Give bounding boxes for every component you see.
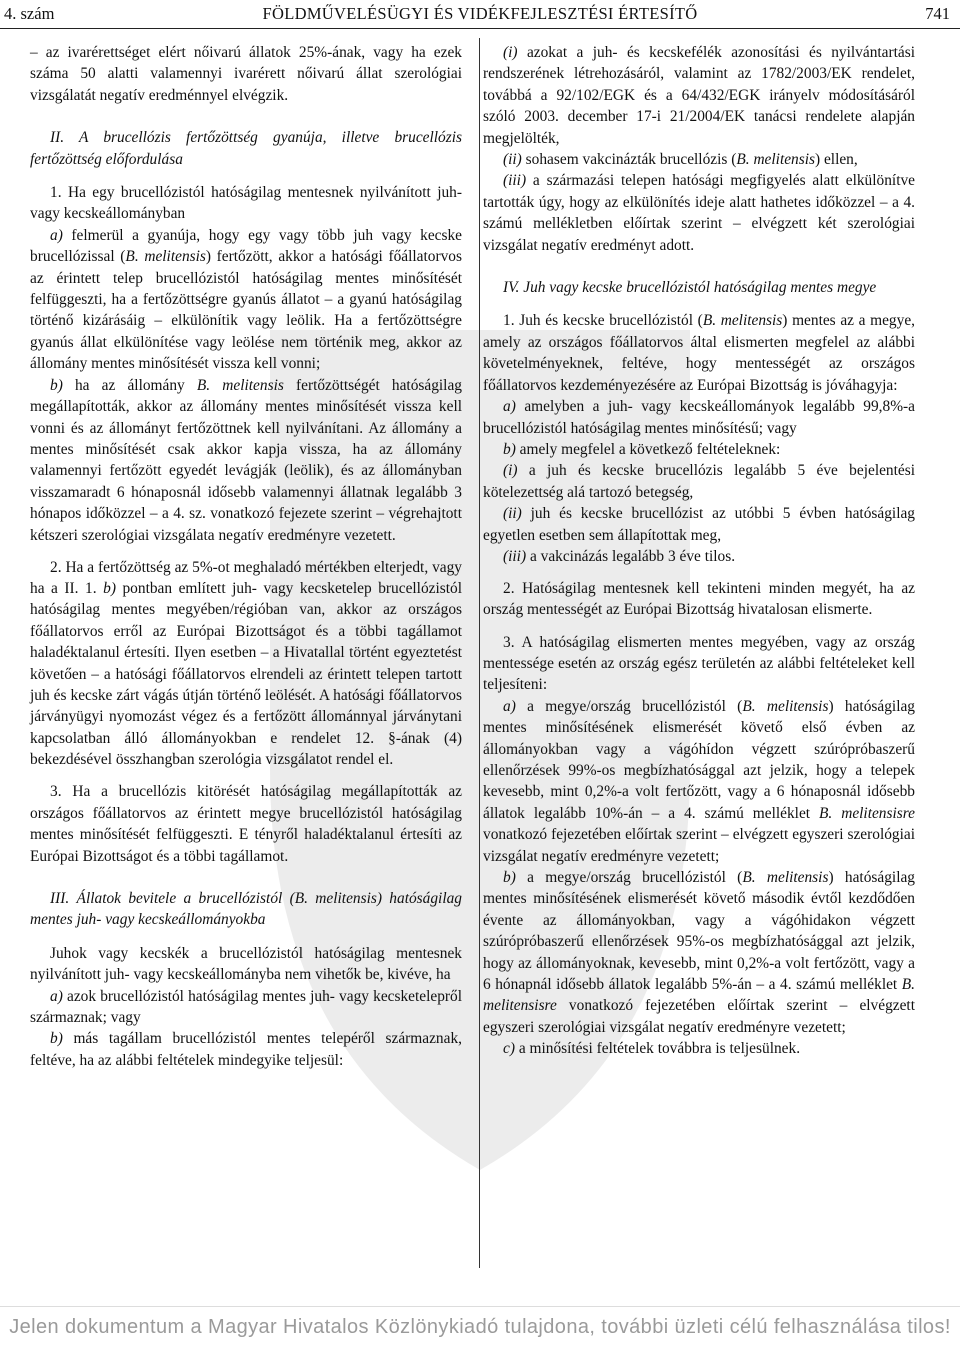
species-name: B. melitensis: [125, 248, 206, 266]
paragraph-3-a: a) azok brucellózistól hatóságilag mentes juh- vagy kecsketelepről származnak; vagy: [30, 987, 462, 1027]
item-label: b): [50, 376, 63, 394]
item-label: (ii): [503, 151, 522, 169]
species-name: B. melitensisre: [819, 804, 916, 822]
item-label: a): [503, 398, 516, 416]
page-header: [0, 0, 960, 30]
paragraph-2-3: 3. Ha a brucellózis kitörését hatóságilag megállapították az országos főállatorvos az érintett megye brucellózistól hatóságilag mentes minősítését felfüggeszti. E tényről haladéktalanul értesíti az Európai Bizottságot és a többi tagállamot.: [30, 783, 462, 865]
section-heading-4: IV. Juh vagy kecske brucellózistól hatóságilag mentes megye: [503, 279, 877, 297]
item-label: b): [503, 869, 516, 886]
paragraph-4-1-b: b) amely megfelel a következő feltételeknek:: [503, 440, 781, 458]
paragraph-4-2: 2. Hatóságilag mentesnek kell tekinteni minden megyét, ha az ország mentességét az Európai Bizottság hivatalosan elismerte.: [483, 580, 915, 619]
left-column: [30, 42, 462, 1071]
paragraph-3-b-i: (i) azokat a juh- és kecskefélék azonosítási és nyilvántartási rendszerének létrehozásáról, valamint az 1782/2003/EK rendelet, továbbá a 92/102/EGK és a 64/432/EGK irányelv módosításáról szóló 2003. december 17-i 21/2004/EK tanácsi rendelete alapján megjelölték,: [483, 44, 915, 147]
right-column: [483, 42, 915, 1060]
species-name: B. melitensis: [736, 151, 815, 169]
item-reference: b): [103, 580, 116, 598]
paragraph-intro: – az ivarérettséget elért nőivarú állatok 25%-ának, vagy ha ezek száma 50 alatti valamennyi ivarérett nőivarú állat szerológiai vizsgálatát negatív eredménnyel elvégzik.: [30, 44, 462, 104]
item-label: (i): [503, 44, 518, 61]
paragraph-4-3: 3. A hatóságilag elismerten mentes megyében, vagy az ország mentessége esetén az ország egész területén az alábbi feltételeket kell teljesíteni:: [483, 633, 915, 694]
paragraph-4-1-b-ii: (ii) juh és kecske brucellózist az utóbbi 5 évben hatóságilag egyetlen esetben sem állapítottak meg,: [483, 505, 915, 544]
issue-number: 4. szám: [4, 4, 55, 23]
species-name: B. melitensisre: [483, 976, 915, 1015]
item-label: c): [503, 1040, 515, 1058]
paragraph-3-b: b) más tagállam brucellózistól mentes telepéről származnak, feltéve, ha az alábbi feltételek mindegyike teljesül:: [30, 1030, 462, 1069]
species-name: B. melitensis: [742, 869, 829, 886]
footer-rule: [0, 1306, 960, 1307]
species-name: B. melitensis: [742, 697, 829, 715]
paragraph-3-b-iii: (iii) a származási telepen hatósági megfigyelés alatt elkülönítve tartották úgy, hogy az elkülönítés ideje alatt hathetes időközzel – a 4. számú mellékletben előírtak szerint – elvégzett két szerológiai vizsgálat negatív eredményt adott.: [483, 172, 915, 254]
column-divider: [479, 38, 480, 1268]
paragraph-2-1-b: b) ha az állomány B. melitensis fertőzöttségét hatóságilag megállapították, akkor az állomány mentes minősítését vissza kell vonni és az állományt fertőzöttnek kell nyilvánítani. Az állomány a mentes minősítését csak akkor kapja vissza, ha az állomány valamennyi fertőzött egyedét levágják (leölik), és az állományban visszamaradt 6 hónaposnál idősebb valamennyi állatnak legalább 3 hónapos időközzel – a 4. sz. vonatkozó fejezete szerint – végrehajtott kétszeri szerológiai vizsgálata negatív eredményre vezetett.: [30, 376, 462, 544]
paragraph-3-b-ii: (ii) sohasem vakcinázták brucellózis (B. melitensis) ellen,: [503, 151, 858, 169]
header-rule: [0, 28, 960, 29]
paragraph-4-1-b-iii: (iii) a vakcinázás legalább 3 éve tilos.: [503, 547, 736, 565]
item-label: (i): [503, 462, 518, 480]
copyright-notice: Jelen dokumentum a Magyar Hivatalos Közlönykiadó tulajdona, további üzleti célú felhasználása tilos!: [9, 1316, 951, 1338]
paragraph-3-intro: Juhok vagy kecskék a brucellózistól hatóságilag mentesnek nyilvánított juh- vagy kecskeállományba nem vihetők be, kivéve, ha: [30, 944, 462, 984]
paragraph-4-1: 1. Juh és kecske brucellózistól (B. melitensis) mentes az a megye, amely az országos főállatorvos által elismerten megfelel az alábbi követelményeknek, feltéve, hogy mentességét az országos főállatorvos kezdeményezésére az Európai Bizottság is jóváhagyja:: [483, 312, 916, 394]
item-label: a): [50, 987, 63, 1005]
species-name: B. melitensis: [702, 312, 783, 330]
paragraph-4-3-b: b) a megye/ország brucellózistól (B. melitensis) hatóságilag mentes minősítésének elismerését követő második évtől kezdődően évente az állományokban, vagy a vágóhidakon végzett szúrópróbaszerű ellenőrzések 95%-os megbízhatósággal azt jelzik, hogy az állományoknak, kevesebb, mint 0,2%-a volt fertőzött, vagy a 6 hónapnál idősebb állatok legalább 5%-án – a 4. számú melléklet B. melitensisre vonatkozó fejezetében előírtak szerint – elvégzett egyszeri szerológiai vizsgálat negatív eredményre vezetett;: [483, 869, 915, 1036]
paragraph-2-1: 1. Ha egy brucellózistól hatóságilag mentesnek nyilvánított juh- vagy kecskeállományban: [30, 184, 462, 223]
item-label: (iii): [503, 547, 527, 565]
item-label: b): [503, 440, 516, 458]
item-label: (ii): [503, 505, 522, 523]
item-label: a): [503, 697, 516, 715]
item-label: a): [50, 226, 63, 244]
paragraph-4-1-b-i: (i) a juh és kecske brucellózis legalább 5 éve bejelentési kötelezettség alá tartozó betegség,: [483, 462, 915, 501]
section-heading-2: II. A brucellózis fertőzöttség gyanúja, illetve brucellózis fertőzöttség előfordulása: [30, 129, 462, 168]
section-heading-3: III. Állatok bevitele a brucellózistól (B. melitensis) hatóságilag mentes juh- vagy kecskeállományokba: [30, 890, 462, 929]
paragraph-2-1-a: a) felmerül a gyanúja, hogy egy vagy több juh vagy kecske brucellózissal (B. melitensis) fertőzött, akkor a hatósági főállatorvos az érintett telep brucellózistól hatóságilag mentes minősítését felfüggeszti, ha a fertőzöttségre gyanús állatot – a gyanú hatóságilag történő kizárásáig – elkülönítik vagy leölik. Ha a fertőzöttségre gyanús állat elkülönítése vagy leölése nem történik meg, akkor az állomány mentes minősítését vissza kell vonni;: [30, 226, 462, 373]
paragraph-4-1-a: a) amelyben a juh- vagy kecskeállományok legalább 99,8%-a brucellózistól hatóságilag mentes minősítésű; vagy: [483, 398, 915, 437]
item-label: (iii): [503, 172, 527, 190]
page-number: 741: [925, 4, 950, 23]
paragraph-2-2: 2. Ha a fertőzöttség az 5%-ot meghaladó mértékben elterjedt, vagy ha a II. 1. b) pontban említett juh- vagy kecsketelep brucellózistól hatóságilag mentes megyében/régióban van, akkor az országos főállatorvos erről az Európai Bizottságot és a többi tagállamot haladéktalanul értesíti. Ilyen esetben – a Hivatallal történt egyeztetést követően – a hatósági főállatorvos elrendeli az érintett telepen tartott juh és kecske zárt vágás útján történő leölését. A hatósági főállatorvos járványügyi nyomozást végez és a fertőzött állománnyal járványtani kapcsolatban álló állományokban e rendelet 12. §-ának (4) bekezdésével összhangban szerológia vizsgálatot rendel el.: [30, 558, 462, 769]
item-label: b): [50, 1030, 63, 1048]
species-name: B. melitensis: [196, 376, 284, 394]
paragraph-4-3-c: c) a minősítési feltételek továbbra is teljesülnek.: [503, 1040, 801, 1058]
publication-title: FÖLDMŰVELÉSÜGYI ÉS VIDÉKFEJLESZTÉSI ÉRTESÍTŐ: [262, 4, 698, 23]
paragraph-4-3-a: a) a megye/ország brucellózistól (B. melitensis) hatóságilag mentes minősítésének elismerését követő első évben az állományokban vagy a vágóhídon végzett szúrópróbaszerű ellenőrzések 99%-os megbízhatósággal azt jelzik, hogy a telepek kevesebb, mint 0,2%-a volt fertőzött, vagy a 6 hónaposnál idősebb állatok legalább 10%-án – a 4. számú melléklet B. melitensisre vonatkozó fejezetében előírtak szerint – elvégzett egyszeri szerológiai vizsgálat negatív eredményre vezetett;: [483, 697, 916, 865]
